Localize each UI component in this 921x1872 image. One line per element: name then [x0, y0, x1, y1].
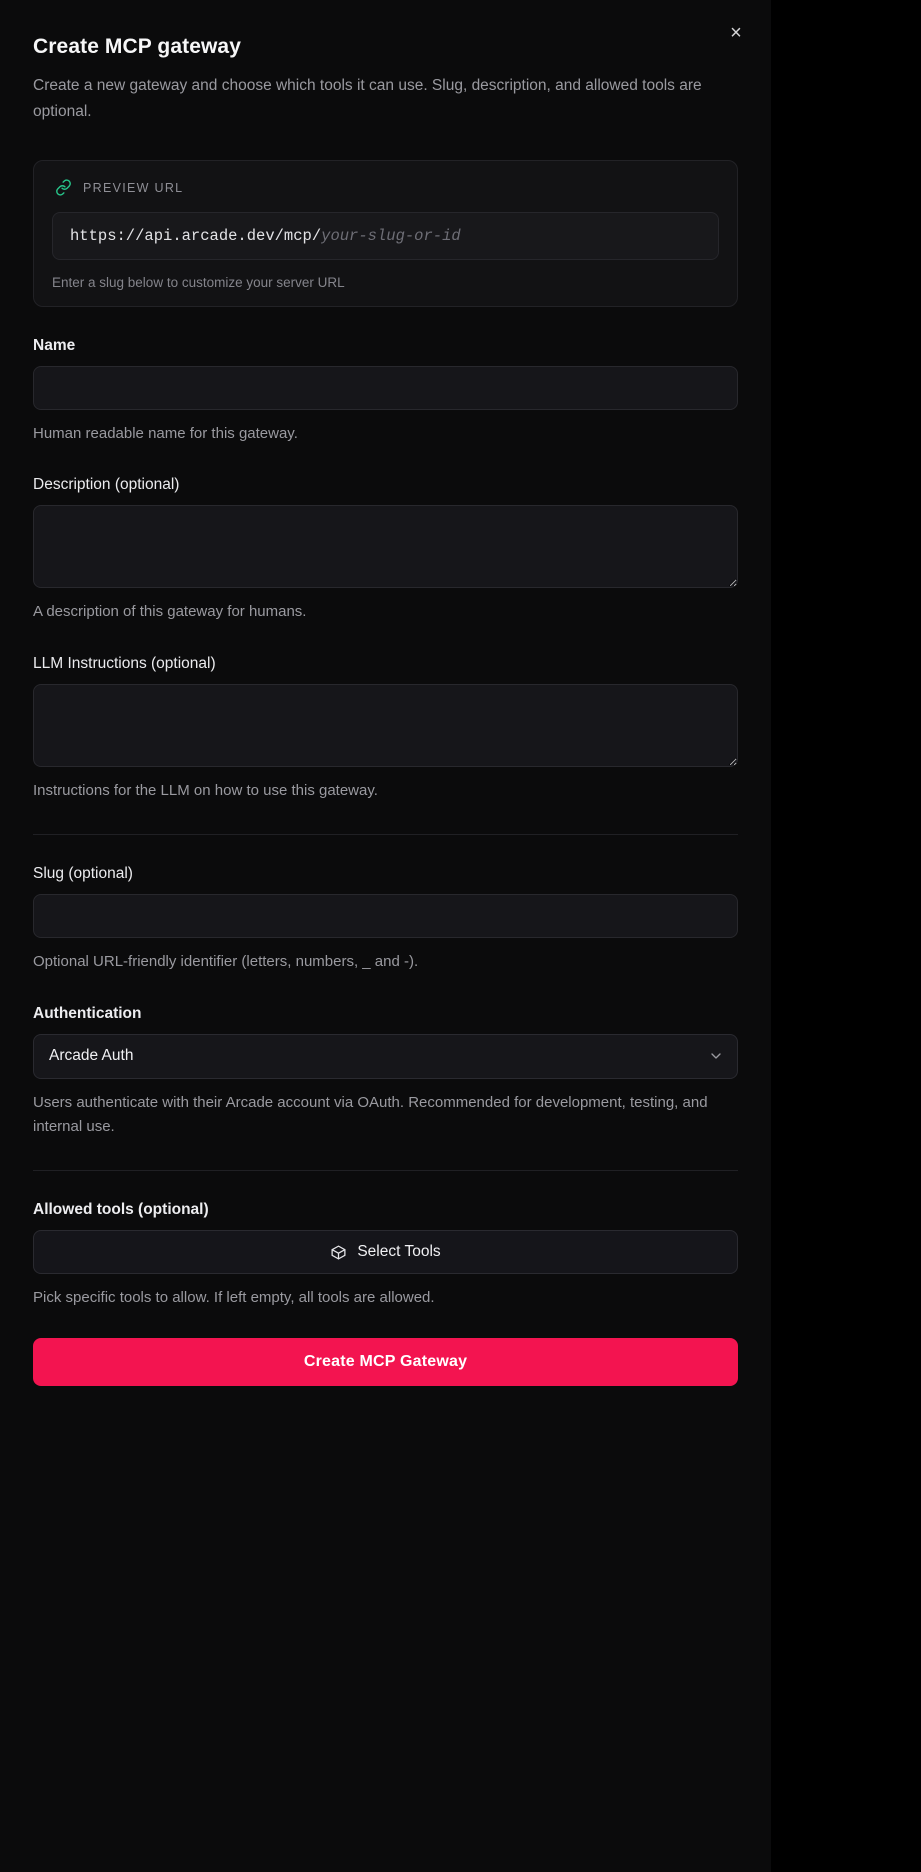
field-allowed-tools-help: Pick specific tools to allow. If left empty, all tools are allowed. [33, 1289, 435, 1307]
select-tools-button[interactable] [33, 1230, 738, 1274]
authentication-select[interactable] [33, 1034, 738, 1079]
name-input[interactable] [33, 366, 738, 410]
select-tools-label: Select Tools [357, 1243, 441, 1261]
field-llm-instructions-help: Instructions for the LLM on how to use this gateway. [33, 782, 378, 800]
preview-url-card [33, 160, 738, 307]
preview-url-hint: Enter a slug below to customize your server URL [52, 274, 345, 290]
preview-url-base: https://api.arcade.dev/mcp/ [70, 226, 322, 245]
preview-url-slug-placeholder: your-slug-or-id [321, 226, 461, 245]
link-icon [52, 177, 74, 199]
field-description-help: A description of this gateway for humans. [33, 603, 307, 621]
field-name-help: Human readable name for this gateway. [33, 424, 298, 442]
field-slug-help: Optional URL-friendly identifier (letters, numbers, _ and -). [33, 952, 419, 970]
dialog-subtitle: Create a new gateway and choose which tools it can use. Slug, description, and allowed tools are optional. [33, 77, 702, 121]
bottom-spacer [33, 1386, 738, 1426]
authentication-select-wrap [33, 1034, 738, 1079]
preview-url-label: PREVIEW URL [83, 180, 184, 195]
field-name-label: Name [33, 336, 76, 354]
field-authentication-label: Authentication [33, 1004, 142, 1022]
preview-url-value [52, 212, 719, 260]
close-icon[interactable]: × [723, 20, 749, 46]
field-description-label: Description (optional) [33, 476, 180, 494]
cube-icon [330, 1244, 347, 1261]
divider-bottom [33, 1170, 738, 1171]
field-llm-instructions [33, 655, 738, 804]
llm-instructions-textarea[interactable] [33, 684, 738, 767]
field-description [33, 476, 738, 625]
field-slug-label: Slug (optional) [33, 864, 133, 882]
page-title: Create MCP gateway [33, 35, 241, 58]
field-slug [33, 865, 738, 975]
field-allowed-tools-label: Allowed tools (optional) [33, 1201, 209, 1219]
field-name [33, 337, 738, 447]
description-textarea[interactable] [33, 505, 738, 588]
field-llm-instructions-label: LLM Instructions (optional) [33, 655, 216, 673]
authentication-selected-value: Arcade Auth [49, 1047, 134, 1065]
preview-url-header [52, 177, 719, 199]
slug-input[interactable] [33, 894, 738, 938]
field-authentication-help: Users authenticate with their Arcade account via OAuth. Recommended for development, testing, and internal use. [33, 1093, 708, 1136]
divider-top [33, 834, 738, 835]
field-authentication [33, 1005, 738, 1141]
field-allowed-tools [33, 1201, 738, 1311]
create-mcp-gateway-button[interactable]: Create MCP Gateway [33, 1338, 738, 1386]
